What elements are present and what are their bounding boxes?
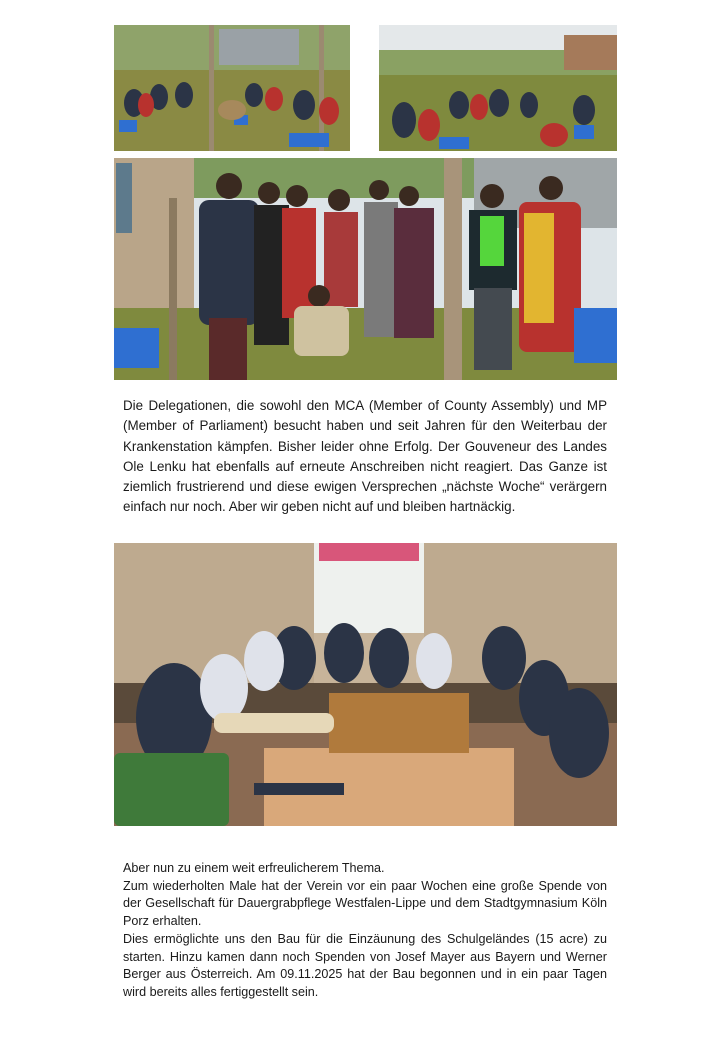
paragraph-donation-line-3: Dies ermöglichte uns den Bau für die Einzäunung des Schulgeländes (15 acre) zu starten. Hinzu kamen dann noch Spenden von Josef Mayer aus Bayern und Werner Berger aus Österreich. Am 09.11.2025 hat der Bau begonnen und in ein paar Tagen wird bereits alles fertiggestellt sein.	[123, 931, 607, 999]
photo-meeting-outdoor-circle	[114, 25, 350, 151]
photo-meeting-outdoor-seated	[379, 25, 617, 151]
photo-delegation-group	[114, 158, 617, 380]
paragraph-donation-line-1: Aber nun zu einem weit erfreulicherem Thema.	[123, 861, 385, 875]
paragraph-donation	[123, 860, 607, 1002]
photo-meeting-indoor-room	[114, 543, 617, 826]
paragraph-delegation: Die Delegationen, die sowohl den MCA (Member of County Assembly) und MP (Member of Parliament) besucht haben und seit Jahren für den Weiterbau der Krankenstation kämpfen. Bisher leider ohne Erfolg. Der Gouveneur des Landes Ole Lenku hat ebenfalls auf erneute Anschreiben nicht reagiert. Das Ganze ist ziemlich frustrierend und diese ewigen Versprechen „nächste Woche“ verärgern einfach nur noch. Aber wir geben nicht auf und bleiben hartnäckig.	[123, 398, 607, 515]
paragraph-donation-line-2: Zum wiederholten Male hat der Verein vor ein paar Wochen eine große Spende von der Gesellschaft für Dauergrabpflege Westfalen-Lippe und dem Stadtgymnasium Köln Porz erhalten.	[123, 878, 607, 929]
